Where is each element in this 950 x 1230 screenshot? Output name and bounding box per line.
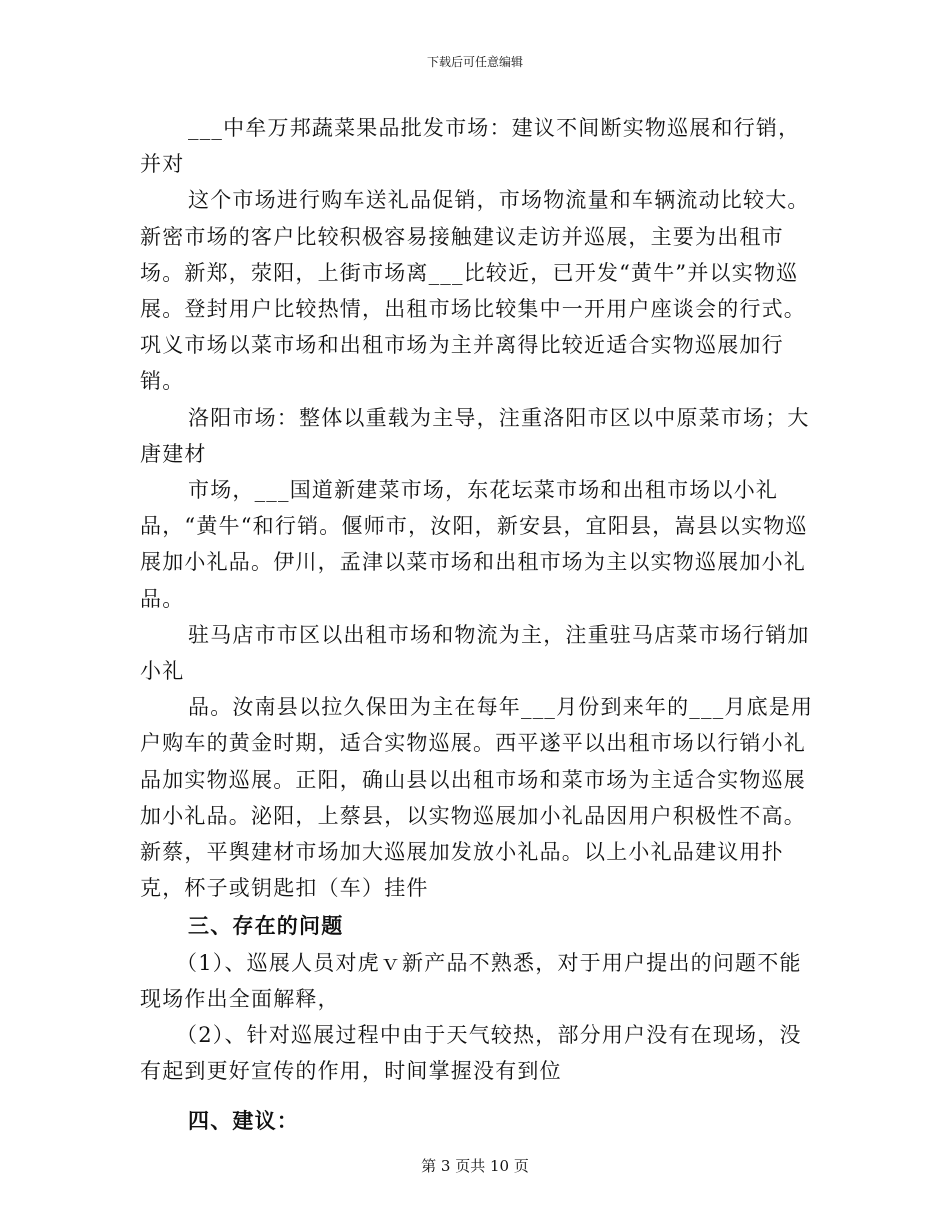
section-heading-suggestions: 四、建议： — [188, 1108, 299, 1134]
page-header: 下载后可任意编辑 — [426, 55, 523, 69]
document-body — [140, 110, 815, 1140]
paragraph-zhumadian-market: 驻马店市市区以出租市场和物流为主，注重驻马店菜市场行销加小礼 — [140, 622, 810, 684]
paragraph-luoyang-market: 洛阳市场：整体以重载为主导，注重洛阳市区以中原菜市场；大唐建材 — [140, 405, 810, 466]
paragraph-zhongmou: ___中牟万邦蔬菜果品批发市场：建议不间断实物巡展和行销，并对 — [140, 116, 801, 177]
section-heading-problems: 三、存在的问题 — [188, 913, 344, 939]
paragraph-luoyang-counties: 市场，___国道新建菜市场，东花坛菜市场和出租市场以小礼品，“黄牛“和行销。偃师市，汝阳，新安县，宜阳县，嵩县以实物巡展加小礼品。伊川，孟津以菜市场和出租市场为主以实物巡展加小礼品。 — [140, 478, 808, 611]
problem-item-1: （1）、巡展人员对虎ｖ新产品不熟悉，对于用户提出的问题不能现场作出全面解释， — [140, 950, 802, 1011]
paragraph-zhumadian-counties: 品。汝南县以拉久保田为主在每年___月份到来年的___月底是用户购车的黄金时期，适合实物巡展。西平遂平以出租市场以行销小礼品加实物巡展。正阳，确山县以出租市场和菜市场为主适合实物巡展加小礼品。泌阳，上蔡县，以实物巡展加小礼品因用户积极性不高。新蔡，平舆建材市场加大巡展加发放小礼品。以上小礼品建议用扑克，杯子或钥匙扣（车）挂件 — [140, 695, 814, 901]
problem-item-2: （2）、针对巡展过程中由于天气较热，部分用户没有在现场，没有起到更好宣传的作用，时间掌握没有到位 — [140, 1023, 802, 1084]
paragraph-zhengzhou-markets: 这个市场进行购车送礼品促销，市场物流量和车辆流动比较大。新密市场的客户比较积极容易接触建议走访并巡展，主要为出租市场。新郑，荥阳，上街市场离___比较近，已开发“黄牛”并以实物巡展。登封用户比较热情，出租市场比较集中一开用户座谈会的行式。巩义市场以菜市场和出租市场为主并离得比较近适合实物巡展加行销。 — [140, 188, 810, 394]
page-footer: 第 3 页共 10 页 — [421, 1157, 529, 1175]
